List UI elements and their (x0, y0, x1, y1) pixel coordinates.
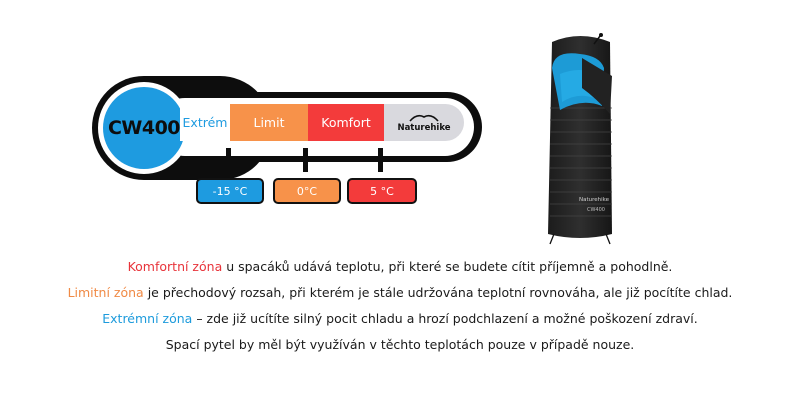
limit-stem (303, 148, 308, 172)
extreme-segment: Extrém (180, 104, 230, 141)
brand-label: Naturehike (397, 123, 451, 133)
usage-note: Spací pytel by měl být využíván v těchto teplotách pouze v případě nouze. (165, 337, 635, 352)
mountain-logo-icon (409, 112, 439, 122)
extreme-stem (226, 148, 231, 172)
extreme-temperature-badge: -15 °C (196, 178, 264, 204)
comfort-stem (378, 148, 383, 172)
limit-segment: Limit (230, 104, 308, 141)
sleeping-bag-image (530, 28, 630, 250)
comfort-zone-line (0, 254, 800, 280)
limit-zone-term: Limitní zóna (67, 285, 144, 300)
brand-segment (384, 104, 464, 141)
limit-temperature-badge: 0°C (273, 178, 341, 204)
extreme-zone-term: Extrémní zóna (102, 311, 193, 326)
comfort-segment: Komfort (308, 104, 384, 141)
zone-descriptions (0, 254, 800, 358)
comfort-zone-text: u spacáků udává teplotu, při které se budete cítit příjemně a pohodlně. (222, 259, 673, 274)
limit-zone-text: je přechodový rozsah, při kterém je stále udržována teplotní rovnováha, ale již pocítíte chlad. (143, 285, 733, 300)
extreme-zone-line (0, 306, 800, 332)
limit-zone-line (0, 280, 800, 306)
temperature-rating-graphic (92, 76, 480, 212)
model-bulb: CW400 (103, 87, 185, 169)
comfort-temperature-badge: 5 °C (347, 178, 417, 204)
extreme-zone-text: – zde již ucítíte silný pocit chladu a hrozí podchlazení a možné poškození zdraví. (192, 311, 698, 326)
bag-brand-text: Naturehike (578, 197, 610, 203)
bag-model-text: CW400 (587, 207, 605, 213)
comfort-zone-term: Komfortní zóna (127, 259, 223, 274)
